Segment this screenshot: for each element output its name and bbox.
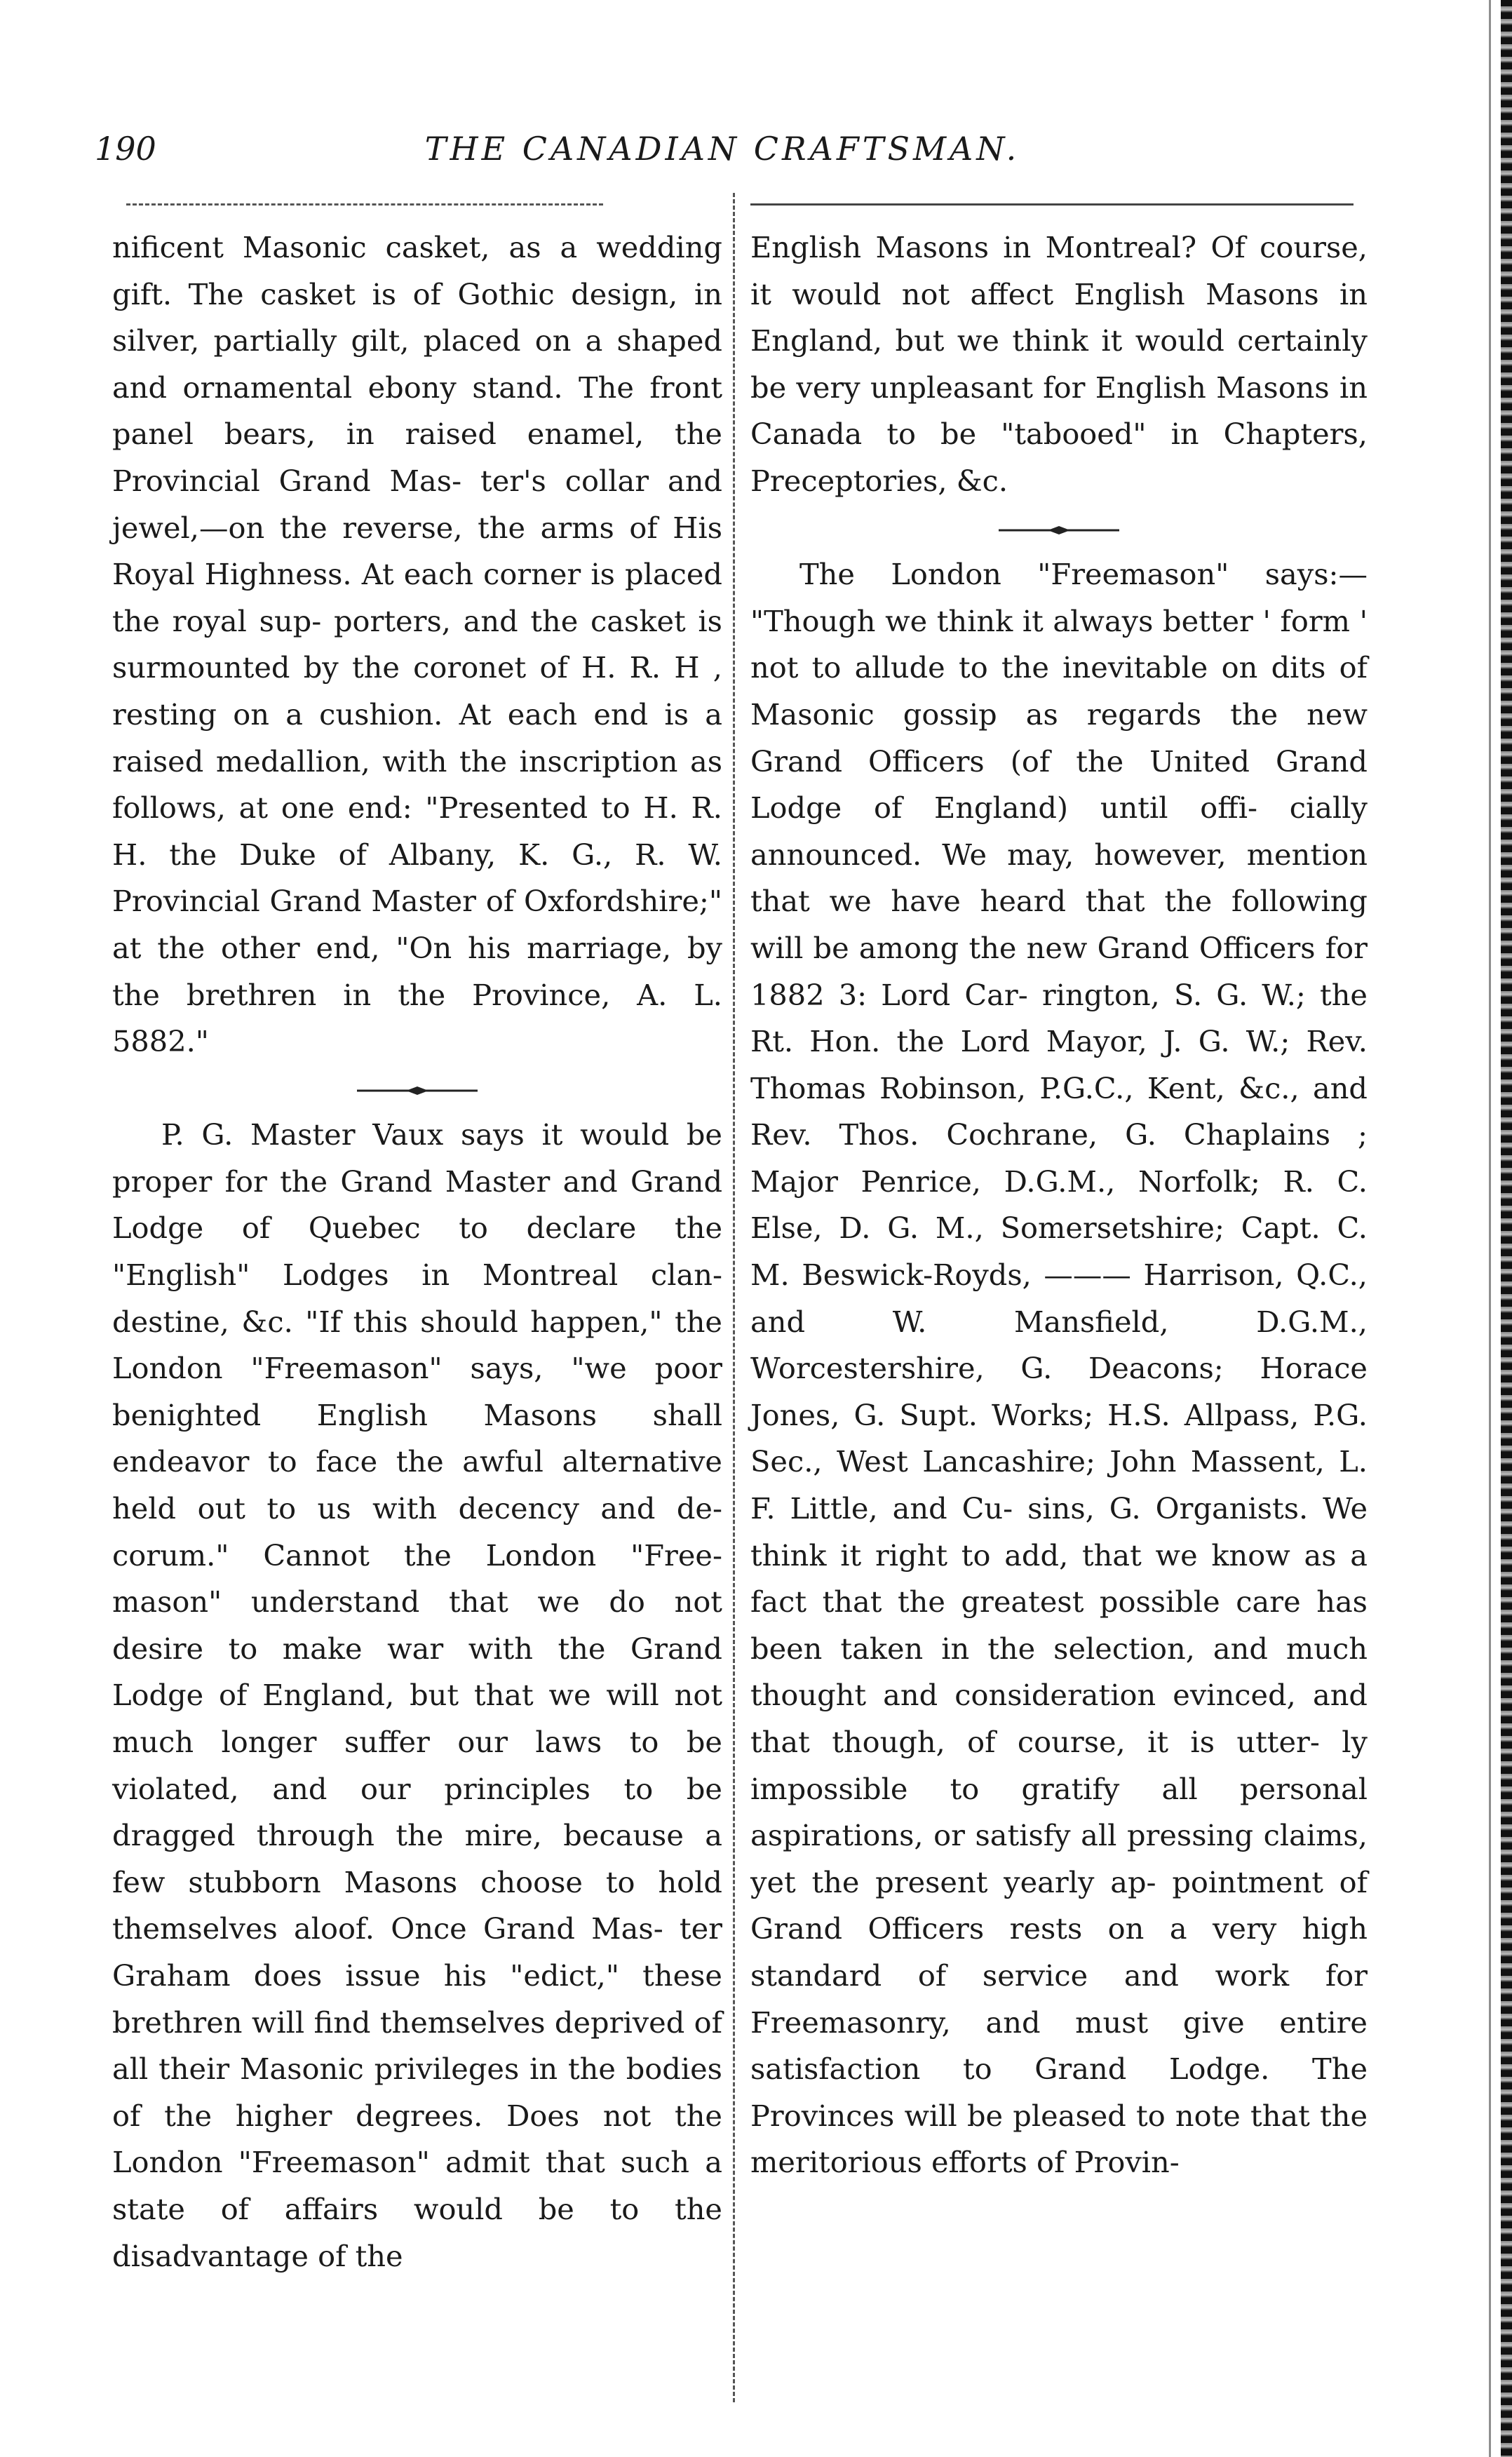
text-line: shaped and ornamental ebony stand. <box>112 323 722 405</box>
text-line: pointment of Grand Officers rests on <box>750 1864 1368 1946</box>
text-line: Lord Mayor, J. G. W.; Rev. Thomas <box>750 1024 1368 1105</box>
page-header <box>95 130 1350 186</box>
text-line: The front panel bears, in raised <box>112 370 722 452</box>
text-line: his marriage, by the brethren in the <box>112 930 723 1012</box>
text-line: ter Graham does issue his "edict," <box>112 1911 722 1993</box>
text-line: Grand Officers for 1882 3: Lord Car- <box>750 930 1368 1012</box>
text-line: dragged through the mire, because a <box>112 1818 722 1853</box>
text-line: Allpass, P.G. Sec., West Lancashire; <box>750 1397 1368 1479</box>
text-line: Capt. C. M. Beswick-Royds, ——— <box>750 1211 1368 1293</box>
text-line: by the coronet of H. R. H , resting <box>112 650 722 732</box>
text-line: to add, that we know as a fact that <box>750 1537 1368 1620</box>
text-line: The Provinces will be pleased to note <box>750 2052 1368 2133</box>
text-line: cially announced. We may, however, <box>750 790 1368 872</box>
text-line: taken in the selection, and much <box>840 1631 1368 1666</box>
left-column <box>112 224 722 2280</box>
text-line: medallion, with the inscription as <box>215 743 722 779</box>
text-line: ly impossible to gratify all personal <box>750 1725 1368 1806</box>
paragraph-casket <box>112 224 722 1065</box>
ornament-divider <box>750 505 1368 552</box>
text-line: thought and consideration evinced, <box>750 1678 1296 1713</box>
text-line: and that though, of course, it is utter- <box>750 1678 1368 1759</box>
text-line: work for Freemasonry, and must give <box>750 1958 1368 2040</box>
text-line: &c. <box>956 463 1008 498</box>
text-line: Rev. Thos. Cochrane, G. Chaplains ; <box>750 1117 1368 1152</box>
page-number: 190 <box>95 130 156 168</box>
text-line: claims, yet the present yearly ap- <box>750 1818 1368 1899</box>
scan-edge-line <box>1489 0 1491 2457</box>
text-line: Does not the London "Freemason" <box>112 2098 722 2180</box>
text-line: these brethren will find themselves <box>112 1958 722 2040</box>
text-line: "English" Lodges in Montreal clan- <box>112 1258 722 1293</box>
text-line: would be to the disadvantage of the <box>112 2191 722 2273</box>
text-line: endeavor to face the awful alternative <box>112 1444 722 1479</box>
text-line: "Though we think it always better <box>750 603 1253 638</box>
text-line: destine, &c. "If this should happen," <box>112 1304 663 1339</box>
column-divider <box>733 193 735 2402</box>
text-line: aspirations, or satisfy all pressing <box>750 1818 1254 1853</box>
text-line: mason" understand that we do not <box>112 1584 722 1620</box>
text-line: entire satisfaction to Grand Lodge. <box>750 2005 1368 2087</box>
text-line: Horace Jones, G. Supt. Works; H.S. <box>750 1351 1368 1432</box>
text-line: the greatest possible care has been <box>750 1584 1368 1666</box>
text-line: few stubborn Masons choose to hold <box>112 1864 722 1899</box>
text-line: follows, at one end: "Presented to H. <box>112 790 678 826</box>
top-rule-right <box>750 203 1354 206</box>
text-line: the London "Freemason" says, "we <box>112 1304 722 1386</box>
text-line: poor benighted English Masons shall <box>112 1351 722 1432</box>
text-line: ' form ' not to allude to the inevitable <box>750 603 1368 685</box>
text-line: nificent Masonic casket, as a wedding <box>112 230 722 264</box>
paragraph-freemason-says <box>750 551 1368 2186</box>
text-line: not much longer suffer our laws to be <box>112 1678 722 1759</box>
top-rule-left <box>126 203 603 206</box>
text-line: sins, G. Organists. We think it right <box>750 1491 1368 1573</box>
text-line: P. G. Master Vaux says it would <box>161 1117 670 1152</box>
text-line: rington, S. G. W.; the Rt. Hon. the <box>750 977 1368 1059</box>
text-line: that the meritorious efforts of Provin- <box>750 2098 1368 2180</box>
text-line: the arms of His Royal Highness. At <box>112 510 722 592</box>
text-line: in silver, partially gilt, placed on a <box>112 276 722 358</box>
text-line: the new Grand Officers (of the United <box>750 696 1368 779</box>
text-line: porters, and the casket is surmounted <box>112 603 722 685</box>
text-line: themselves aloof. Once Grand Mas- <box>112 1911 663 1946</box>
text-line: R. W. Provincial Grand Master of <box>112 837 723 919</box>
text-line: Lodge of England, but that we will <box>112 1678 659 1713</box>
text-line: desire to make war with the Grand <box>112 1631 722 1666</box>
text-line: a very high standard of service and <box>750 1911 1368 1993</box>
ornament-rule-icon <box>354 1084 480 1098</box>
scan-edge <box>1501 0 1512 2457</box>
text-line: English Masons in Canada to be <box>750 370 1368 452</box>
text-line: Robinson, P.G.C., Kent, &c., and <box>879 1070 1368 1105</box>
text-line: would certainly be very unpleasant for <box>750 323 1368 405</box>
text-line: Masons in England, but we think it <box>750 276 1368 358</box>
text-line: Province, A. L. 5882." <box>112 977 722 1059</box>
text-line: on dits of Masonic gossip as regards <box>750 650 1368 732</box>
text-line: be proper for the Grand Master and <box>112 1117 722 1199</box>
text-line: corum." Cannot the London "Free- <box>112 1537 722 1573</box>
text-line: enamel, the Provincial Grand Mas- <box>112 417 722 498</box>
text-line: on a cushion. At each end is a raised <box>112 696 722 779</box>
text-line: C. Else, D. G. M., Somersetshire; <box>750 1164 1368 1246</box>
text-line: mention that we have heard that the <box>750 837 1368 919</box>
text-line: admit that such a state of affairs <box>112 2145 722 2226</box>
ornament-rule-icon <box>996 523 1122 537</box>
text-line: course, it would not affect English <box>750 230 1368 311</box>
text-line: Grand Lodge of England) until offi- <box>750 743 1368 826</box>
text-line: "tabooed" in Chapters, Preceptories, <box>750 417 1368 498</box>
text-line: The London "Freemason" says:— <box>799 557 1368 592</box>
text-line: held out to us with decency and de- <box>112 1491 722 1526</box>
paragraph-english-masons <box>750 224 1368 505</box>
text-line: gift. The casket is of Gothic design, <box>112 276 678 311</box>
paragraph-vaux <box>112 1112 722 2280</box>
text-line: following will be among the new <box>750 884 1368 965</box>
text-line: Grand Lodge of Quebec to declare the <box>112 1164 723 1246</box>
text-line: violated, and our principles to be <box>112 1771 722 1806</box>
text-line: Major Penrice, D.G.M., Norfolk; R. <box>750 1164 1314 1199</box>
text-line: Oxfordshire;" at the other end, "On <box>112 884 722 965</box>
text-line: Harrison, Q.C., and W. Mansfield, <box>750 1258 1368 1339</box>
ornament-divider <box>112 1065 722 1112</box>
running-title: THE CANADIAN CRAFTSMAN. <box>424 130 1020 168</box>
right-column <box>750 224 1368 2186</box>
text-line: each corner is placed the royal sup- <box>112 557 722 638</box>
text-line: ter's collar and jewel,—on the reverse, <box>112 463 722 545</box>
text-line: D.G.M., Worcestershire, G. Deacons; <box>750 1304 1368 1386</box>
text-line: in the bodies of the higher degrees. <box>112 2052 722 2133</box>
text-line: English Masons in Montreal? Of <box>750 230 1246 264</box>
text-line: John Massent, L. F. Little, and Cu- <box>750 1444 1368 1526</box>
text-line: R. H. the Duke of Albany, K. G., <box>112 790 722 872</box>
text-line: deprived of all their Masonic privileges <box>112 2005 722 2087</box>
